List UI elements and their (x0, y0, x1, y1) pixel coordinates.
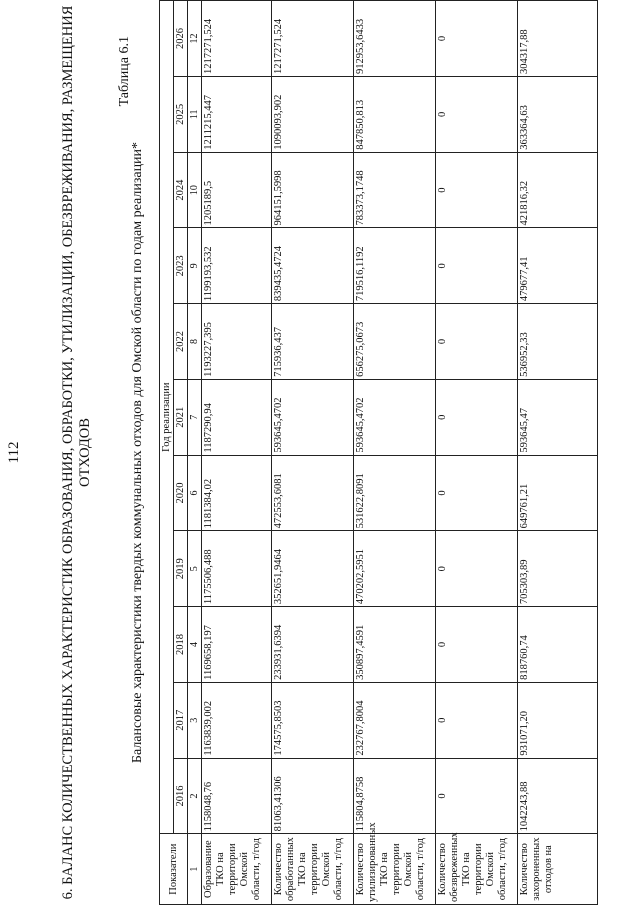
cell-value: 1199193,532 (202, 228, 272, 304)
year-header: 2023 (174, 228, 188, 304)
page-number: 112 (6, 441, 22, 464)
table-caption: Балансовые характеристики твердых коммунальных отходов для Омской области по годам реализации* (130, 141, 145, 764)
cell-value: 1175506,488 (202, 531, 272, 607)
cell-value: 715936,437 (272, 304, 354, 380)
row-label: Количество утилизированных ТКО на территории Омской области, т/год (354, 834, 436, 905)
cell-value: 818760,74 (518, 607, 598, 683)
cell-value: 472553,6081 (272, 455, 354, 531)
year-header: 2018 (174, 607, 188, 683)
table-row (436, 1, 518, 905)
column-index: 8 (188, 304, 202, 380)
cell-value: 656275,0673 (354, 304, 436, 380)
cell-value: 912953,6433 (354, 1, 436, 77)
cell-value: 536952,33 (518, 304, 598, 380)
cell-value: 1042243,88 (518, 758, 598, 834)
column-index: 5 (188, 531, 202, 607)
row-label: Количество захороненных отходов на (518, 834, 598, 905)
column-index: 11 (188, 76, 202, 152)
cell-value: 0 (436, 607, 518, 683)
cell-value: 593645,47 (518, 379, 598, 455)
row-label: Количество обезвреженных ТКО на территории Омской области, т/год (436, 834, 518, 905)
cell-value: 1169658,197 (202, 607, 272, 683)
column-index: 2 (188, 758, 202, 834)
cell-value: 232767,8004 (354, 682, 436, 758)
cell-value: 719516,1192 (354, 228, 436, 304)
cell-value: 0 (436, 682, 518, 758)
column-index: 6 (188, 455, 202, 531)
cell-value: 0 (436, 228, 518, 304)
cell-value: 0 (436, 455, 518, 531)
column-index: 10 (188, 152, 202, 228)
column-index: 1 (188, 834, 202, 905)
year-header: 2016 (174, 758, 188, 834)
table-row (354, 1, 436, 905)
cell-value: 1187290,94 (202, 379, 272, 455)
section-title: 6. БАЛАНС КОЛИЧЕСТВЕННЫХ ХАРАКТЕРИСТИК ОБРАЗОВАНИЯ, ОБРАБОТКИ, УТИЛИЗАЦИИ, ОБЕЗВРЕЖИВАНИЯ, РАЗМЕЩЕНИЯ ОТХОДОВ (60, 5, 93, 900)
cell-value: 1217271,524 (272, 1, 354, 77)
row-label: Количество обработанных ТКО на территории Омской области, т/год (272, 834, 354, 905)
year-header: 2017 (174, 682, 188, 758)
cell-value: 352651,9464 (272, 531, 354, 607)
column-index: 3 (188, 682, 202, 758)
cell-value: 964151,5998 (272, 152, 354, 228)
cell-value: 0 (436, 531, 518, 607)
year-header: 2026 (174, 1, 188, 77)
cell-value: 304317,88 (518, 1, 598, 77)
cell-value: 363364,63 (518, 76, 598, 152)
cell-value: 1163839,002 (202, 682, 272, 758)
cell-value: 0 (436, 304, 518, 380)
cell-value: 0 (436, 379, 518, 455)
cell-value: 705303,89 (518, 531, 598, 607)
cell-value: 0 (436, 76, 518, 152)
cell-value: 1193227,395 (202, 304, 272, 380)
column-index-row (188, 1, 202, 905)
cell-value: 1181384,02 (202, 455, 272, 531)
cell-value: 174575,8503 (272, 682, 354, 758)
period-header: Год реализации (160, 1, 174, 834)
cell-value: 1158048,76 (202, 758, 272, 834)
cell-value: 593645,4702 (272, 379, 354, 455)
cell-value: 847850,813 (354, 76, 436, 152)
cell-value: 350897,4591 (354, 607, 436, 683)
indicator-header: Показатели (160, 834, 188, 905)
year-header: 2025 (174, 76, 188, 152)
year-header: 2019 (174, 531, 188, 607)
year-header: 2020 (174, 455, 188, 531)
column-index: 4 (188, 607, 202, 683)
column-index: 12 (188, 1, 202, 77)
cell-value: 1090093,902 (272, 76, 354, 152)
cell-value: 115804,8758 (354, 758, 436, 834)
column-index: 9 (188, 228, 202, 304)
cell-value: 470202,5951 (354, 531, 436, 607)
cell-value: 0 (436, 758, 518, 834)
year-header: 2024 (174, 152, 188, 228)
cell-value: 479677,41 (518, 228, 598, 304)
cell-value: 0 (436, 1, 518, 77)
cell-value: 421816,32 (518, 152, 598, 228)
cell-value: 531622,8091 (354, 455, 436, 531)
cell-value: 783373,1748 (354, 152, 436, 228)
cell-value: 81063,41306 (272, 758, 354, 834)
table-row (518, 1, 598, 905)
row-label: Образование ТКО на территории Омской области, т/год (202, 834, 272, 905)
table-row (202, 1, 272, 905)
cell-value: 1217271,524 (202, 1, 272, 77)
table-number: Таблица 6.1 (117, 36, 132, 107)
cell-value: 839435,4724 (272, 228, 354, 304)
years-row (174, 1, 188, 905)
balance-table (159, 0, 598, 905)
cell-value: 931071,20 (518, 682, 598, 758)
cell-value: 233931,6394 (272, 607, 354, 683)
cell-value: 0 (436, 152, 518, 228)
cell-value: 1211215,447 (202, 76, 272, 152)
table-row (272, 1, 354, 905)
cell-value: 593645,4702 (354, 379, 436, 455)
year-header: 2021 (174, 379, 188, 455)
column-index: 7 (188, 379, 202, 455)
year-header: 2022 (174, 304, 188, 380)
cell-value: 1205189,5 (202, 152, 272, 228)
cell-value: 649761,21 (518, 455, 598, 531)
